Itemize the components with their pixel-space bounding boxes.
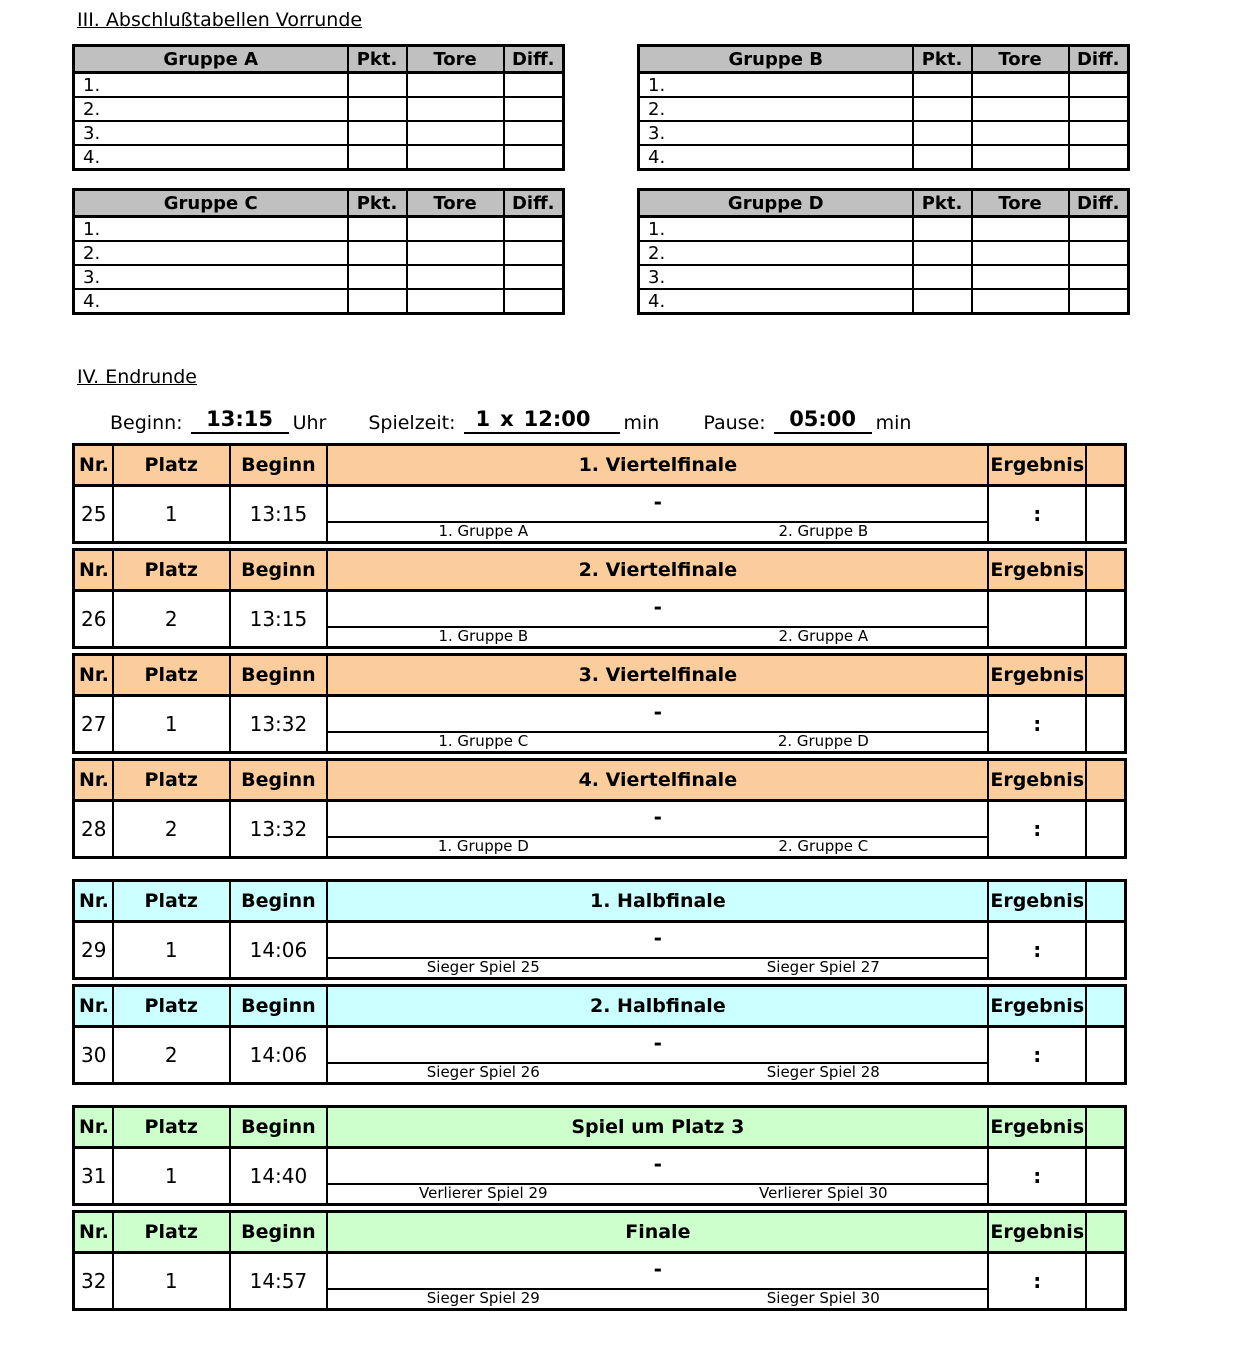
team-separator[interactable]: - xyxy=(328,802,987,838)
match-extra-cell[interactable] xyxy=(1087,802,1124,856)
tore-cell[interactable] xyxy=(407,217,504,242)
diff-cell[interactable] xyxy=(504,265,564,289)
team-1-label: Verlierer Spiel 29 xyxy=(419,1184,548,1202)
match-row xyxy=(75,697,1124,751)
header-platz: Platz xyxy=(114,882,231,920)
tore-cell[interactable] xyxy=(407,265,504,289)
section-title-vorrunde: III. Abschlußtabellen Vorrunde xyxy=(77,9,363,31)
table-row xyxy=(74,265,564,289)
group-table-d xyxy=(637,188,1130,315)
diff-cell[interactable] xyxy=(1069,97,1129,121)
match-row xyxy=(75,1149,1124,1203)
pkt-cell[interactable] xyxy=(348,265,407,289)
match-result[interactable]: : xyxy=(989,1028,1087,1082)
team-separator[interactable]: - xyxy=(328,697,987,733)
group-name: Gruppe B xyxy=(639,46,913,73)
tore-cell[interactable] xyxy=(972,265,1069,289)
table-row xyxy=(74,97,564,121)
match-extra-cell[interactable] xyxy=(1087,923,1124,977)
tore-cell[interactable] xyxy=(972,97,1069,121)
rank-cell[interactable]: 3. xyxy=(639,121,913,145)
team-2-label: Sieger Spiel 30 xyxy=(766,1289,880,1307)
column-diff: Diff. xyxy=(1069,190,1129,217)
pkt-cell[interactable] xyxy=(348,241,407,265)
section-title-endrunde: IV. Endrunde xyxy=(77,366,197,388)
match-row xyxy=(75,1254,1124,1308)
match-block xyxy=(72,984,1127,1085)
team-separator[interactable]: - xyxy=(328,487,987,523)
match-row xyxy=(75,592,1124,646)
match-teams xyxy=(328,592,989,646)
header-beginn: Beginn xyxy=(231,551,329,589)
match-teams xyxy=(328,697,989,751)
group-table-c xyxy=(72,188,565,315)
header-ergebnis: Ergebnis xyxy=(989,1108,1087,1146)
match-platz: 1 xyxy=(114,1149,231,1203)
column-pkt: Pkt. xyxy=(348,46,407,73)
match-teams xyxy=(328,1028,989,1082)
match-title: Finale xyxy=(328,1213,989,1251)
table-row xyxy=(639,217,1129,242)
match-header xyxy=(75,987,1124,1028)
match-extra-cell[interactable] xyxy=(1087,1028,1124,1082)
match-header xyxy=(75,656,1124,697)
match-title: 2. Halbfinale xyxy=(328,987,989,1025)
team-2-label: 2. Gruppe C xyxy=(778,837,869,855)
rank-cell[interactable]: 1. xyxy=(74,217,348,242)
diff-cell[interactable] xyxy=(504,145,564,170)
tore-cell[interactable] xyxy=(407,73,504,98)
match-nr: 25 xyxy=(75,487,114,541)
pkt-cell[interactable] xyxy=(348,73,407,98)
team-separator[interactable]: - xyxy=(328,1149,987,1185)
group-table-header xyxy=(639,190,1129,217)
rank-cell[interactable]: 3. xyxy=(74,265,348,289)
tore-cell[interactable] xyxy=(407,241,504,265)
match-result[interactable]: : xyxy=(989,802,1087,856)
team-2-label: Verlierer Spiel 30 xyxy=(759,1184,888,1202)
match-header xyxy=(75,446,1124,487)
diff-cell[interactable] xyxy=(1069,73,1129,98)
diff-cell[interactable] xyxy=(1069,289,1129,314)
match-block xyxy=(72,443,1127,544)
header-blank xyxy=(1087,882,1124,920)
pause-label: Pause: xyxy=(703,412,766,434)
match-nr: 29 xyxy=(75,923,114,977)
team-2-label: Sieger Spiel 27 xyxy=(766,958,880,976)
rank-cell[interactable]: 3. xyxy=(74,121,348,145)
header-ergebnis: Ergebnis xyxy=(989,882,1087,920)
group-table-b xyxy=(637,44,1130,171)
team-2-label: 2. Gruppe A xyxy=(778,627,869,645)
header-beginn: Beginn xyxy=(231,1213,329,1251)
team-1-label: 1. Gruppe A xyxy=(438,522,529,540)
match-platz: 1 xyxy=(114,1254,231,1308)
rank-cell[interactable]: 1. xyxy=(74,73,348,98)
match-extra-cell[interactable] xyxy=(1087,1254,1124,1308)
group-table-header xyxy=(74,190,564,217)
uhr-label: Uhr xyxy=(292,412,327,434)
tore-cell[interactable] xyxy=(407,289,504,314)
column-pkt: Pkt. xyxy=(913,46,972,73)
spielzeit-duration: 12:00 xyxy=(523,407,591,431)
match-header xyxy=(75,551,1124,592)
pkt-cell[interactable] xyxy=(913,97,972,121)
spielzeit-x: x xyxy=(500,407,514,431)
match-beginn: 14:40 xyxy=(231,1149,329,1203)
match-platz: 1 xyxy=(114,697,231,751)
match-teams xyxy=(328,802,989,856)
diff-cell[interactable] xyxy=(1069,241,1129,265)
team-1-label: 1. Gruppe C xyxy=(438,732,529,750)
beginn-label: Beginn: xyxy=(110,412,183,434)
match-teams xyxy=(328,1254,989,1308)
team-1-label: 1. Gruppe D xyxy=(437,837,529,855)
header-platz: Platz xyxy=(114,1213,231,1251)
match-platz: 1 xyxy=(114,923,231,977)
match-extra-cell[interactable] xyxy=(1087,1149,1124,1203)
match-result[interactable]: : xyxy=(989,1254,1087,1308)
match-result[interactable]: : xyxy=(989,923,1087,977)
rank-cell[interactable]: 2. xyxy=(639,241,913,265)
match-beginn: 14:06 xyxy=(231,923,329,977)
match-title: 1. Viertelfinale xyxy=(328,446,989,484)
rank-cell[interactable]: 2. xyxy=(639,97,913,121)
rank-cell[interactable]: 4. xyxy=(74,289,348,314)
match-block xyxy=(72,879,1127,980)
pkt-cell[interactable] xyxy=(348,217,407,242)
pkt-cell[interactable] xyxy=(348,97,407,121)
diff-cell[interactable] xyxy=(504,73,564,98)
pkt-cell[interactable] xyxy=(913,145,972,170)
pkt-cell[interactable] xyxy=(913,73,972,98)
header-nr: Nr. xyxy=(75,761,114,799)
beginn-value[interactable]: 13:15 xyxy=(191,407,289,434)
match-teams xyxy=(328,1149,989,1203)
table-row xyxy=(639,289,1129,314)
rank-cell[interactable]: 3. xyxy=(639,265,913,289)
match-nr: 26 xyxy=(75,592,114,646)
header-beginn: Beginn xyxy=(231,987,329,1025)
header-blank xyxy=(1087,656,1124,694)
match-platz: 2 xyxy=(114,802,231,856)
match-row xyxy=(75,1028,1124,1082)
pkt-cell[interactable] xyxy=(913,265,972,289)
header-nr: Nr. xyxy=(75,1213,114,1251)
match-nr: 27 xyxy=(75,697,114,751)
header-beginn: Beginn xyxy=(231,761,329,799)
table-row xyxy=(74,73,564,98)
team-2-label: Sieger Spiel 28 xyxy=(766,1063,880,1081)
column-tore: Tore xyxy=(972,190,1069,217)
match-platz: 1 xyxy=(114,487,231,541)
diff-cell[interactable] xyxy=(504,289,564,314)
column-pkt: Pkt. xyxy=(348,190,407,217)
match-beginn: 13:15 xyxy=(231,487,329,541)
match-row xyxy=(75,487,1124,541)
pkt-cell[interactable] xyxy=(913,217,972,242)
team-separator[interactable]: - xyxy=(328,1028,987,1064)
header-blank xyxy=(1087,551,1124,589)
group-table-a xyxy=(72,44,565,171)
diff-cell[interactable] xyxy=(1069,217,1129,242)
header-platz: Platz xyxy=(114,1108,231,1146)
team-separator[interactable]: - xyxy=(328,1254,987,1290)
match-header xyxy=(75,882,1124,923)
match-block xyxy=(72,1210,1127,1311)
pkt-cell[interactable] xyxy=(913,241,972,265)
header-platz: Platz xyxy=(114,761,231,799)
team-2-label: 2. Gruppe B xyxy=(778,522,869,540)
table-row xyxy=(74,217,564,242)
match-block xyxy=(72,548,1127,649)
tore-cell[interactable] xyxy=(972,145,1069,170)
header-nr: Nr. xyxy=(75,551,114,589)
header-ergebnis: Ergebnis xyxy=(989,446,1087,484)
header-nr: Nr. xyxy=(75,987,114,1025)
team-1-label: Sieger Spiel 26 xyxy=(426,1063,540,1081)
group-table-header xyxy=(74,46,564,73)
rank-cell[interactable]: 4. xyxy=(639,145,913,170)
min-label: min xyxy=(875,412,912,434)
tore-cell[interactable] xyxy=(407,97,504,121)
header-platz: Platz xyxy=(114,551,231,589)
header-beginn: Beginn xyxy=(231,446,329,484)
group-table-header xyxy=(639,46,1129,73)
header-ergebnis: Ergebnis xyxy=(989,987,1087,1025)
table-row xyxy=(639,241,1129,265)
tore-cell[interactable] xyxy=(972,121,1069,145)
rank-cell[interactable]: 4. xyxy=(639,289,913,314)
team-1-label: 1. Gruppe B xyxy=(438,627,529,645)
header-blank xyxy=(1087,1108,1124,1146)
match-platz: 2 xyxy=(114,592,231,646)
timing-line xyxy=(110,404,911,434)
table-row xyxy=(74,145,564,170)
match-nr: 30 xyxy=(75,1028,114,1082)
match-header xyxy=(75,1213,1124,1254)
diff-cell[interactable] xyxy=(1069,121,1129,145)
tore-cell[interactable] xyxy=(972,241,1069,265)
tore-cell[interactable] xyxy=(972,289,1069,314)
min-label: min xyxy=(623,412,660,434)
match-result[interactable]: : xyxy=(989,487,1087,541)
tore-cell[interactable] xyxy=(407,145,504,170)
team-separator[interactable]: - xyxy=(328,923,987,959)
match-extra-cell[interactable] xyxy=(1087,592,1124,646)
table-row xyxy=(639,265,1129,289)
match-nr: 32 xyxy=(75,1254,114,1308)
match-block xyxy=(72,653,1127,754)
column-diff: Diff. xyxy=(504,190,564,217)
diff-cell[interactable] xyxy=(504,217,564,242)
match-result[interactable]: : xyxy=(989,697,1087,751)
header-platz: Platz xyxy=(114,987,231,1025)
header-ergebnis: Ergebnis xyxy=(989,551,1087,589)
match-title: Spiel um Platz 3 xyxy=(328,1108,989,1146)
table-row xyxy=(639,73,1129,98)
header-ergebnis: Ergebnis xyxy=(989,1213,1087,1251)
header-blank xyxy=(1087,1213,1124,1251)
match-row xyxy=(75,923,1124,977)
header-platz: Platz xyxy=(114,446,231,484)
header-ergebnis: Ergebnis xyxy=(989,761,1087,799)
header-nr: Nr. xyxy=(75,1108,114,1146)
header-platz: Platz xyxy=(114,656,231,694)
column-tore: Tore xyxy=(972,46,1069,73)
table-row xyxy=(639,97,1129,121)
rank-cell[interactable]: 2. xyxy=(74,97,348,121)
pkt-cell[interactable] xyxy=(913,121,972,145)
match-beginn: 13:32 xyxy=(231,697,329,751)
match-beginn: 13:15 xyxy=(231,592,329,646)
column-diff: Diff. xyxy=(504,46,564,73)
match-teams xyxy=(328,923,989,977)
pkt-cell[interactable] xyxy=(348,121,407,145)
match-teams xyxy=(328,487,989,541)
header-ergebnis: Ergebnis xyxy=(989,656,1087,694)
team-separator[interactable]: - xyxy=(328,592,987,628)
match-extra-cell[interactable] xyxy=(1087,697,1124,751)
diff-cell[interactable] xyxy=(1069,145,1129,170)
table-row xyxy=(74,241,564,265)
pause-value[interactable]: 05:00 xyxy=(774,407,872,434)
table-row xyxy=(74,121,564,145)
match-block xyxy=(72,1105,1127,1206)
table-row xyxy=(74,289,564,314)
match-nr: 28 xyxy=(75,802,114,856)
match-title: 2. Viertelfinale xyxy=(328,551,989,589)
header-beginn: Beginn xyxy=(231,656,329,694)
column-pkt: Pkt. xyxy=(913,190,972,217)
header-blank xyxy=(1087,446,1124,484)
pkt-cell[interactable] xyxy=(348,145,407,170)
spielzeit-value-group[interactable] xyxy=(464,407,620,434)
diff-cell[interactable] xyxy=(504,241,564,265)
match-platz: 2 xyxy=(114,1028,231,1082)
match-title: 3. Viertelfinale xyxy=(328,656,989,694)
rank-cell[interactable]: 2. xyxy=(74,241,348,265)
team-1-label: Sieger Spiel 25 xyxy=(426,958,540,976)
match-header xyxy=(75,1108,1124,1149)
header-blank xyxy=(1087,761,1124,799)
header-nr: Nr. xyxy=(75,882,114,920)
pkt-cell[interactable] xyxy=(913,289,972,314)
match-title: 4. Viertelfinale xyxy=(328,761,989,799)
match-result[interactable] xyxy=(989,592,1087,646)
diff-cell[interactable] xyxy=(504,121,564,145)
header-beginn: Beginn xyxy=(231,1108,329,1146)
diff-cell[interactable] xyxy=(504,97,564,121)
column-diff: Diff. xyxy=(1069,46,1129,73)
tore-cell[interactable] xyxy=(972,217,1069,242)
match-beginn: 14:06 xyxy=(231,1028,329,1082)
match-row xyxy=(75,802,1124,856)
header-blank xyxy=(1087,987,1124,1025)
spielzeit-count: 1 xyxy=(475,407,491,431)
team-1-label: Sieger Spiel 29 xyxy=(426,1289,540,1307)
group-name: Gruppe A xyxy=(74,46,348,73)
group-name: Gruppe C xyxy=(74,190,348,217)
tore-cell[interactable] xyxy=(972,73,1069,98)
header-nr: Nr. xyxy=(75,446,114,484)
table-row xyxy=(639,121,1129,145)
match-nr: 31 xyxy=(75,1149,114,1203)
match-header xyxy=(75,761,1124,802)
rank-cell[interactable]: 1. xyxy=(639,217,913,242)
match-extra-cell[interactable] xyxy=(1087,487,1124,541)
rank-cell[interactable]: 1. xyxy=(639,73,913,98)
match-result[interactable]: : xyxy=(989,1149,1087,1203)
header-beginn: Beginn xyxy=(231,882,329,920)
diff-cell[interactable] xyxy=(1069,265,1129,289)
spielzeit-label: Spielzeit: xyxy=(368,412,456,434)
match-block xyxy=(72,758,1127,859)
header-nr: Nr. xyxy=(75,656,114,694)
column-tore: Tore xyxy=(407,46,504,73)
match-title: 1. Halbfinale xyxy=(328,882,989,920)
group-name: Gruppe D xyxy=(639,190,913,217)
rank-cell[interactable]: 4. xyxy=(74,145,348,170)
pkt-cell[interactable] xyxy=(348,289,407,314)
team-2-label: 2. Gruppe D xyxy=(777,732,869,750)
match-beginn: 14:57 xyxy=(231,1254,329,1308)
match-beginn: 13:32 xyxy=(231,802,329,856)
column-tore: Tore xyxy=(407,190,504,217)
tore-cell[interactable] xyxy=(407,121,504,145)
table-row xyxy=(639,145,1129,170)
